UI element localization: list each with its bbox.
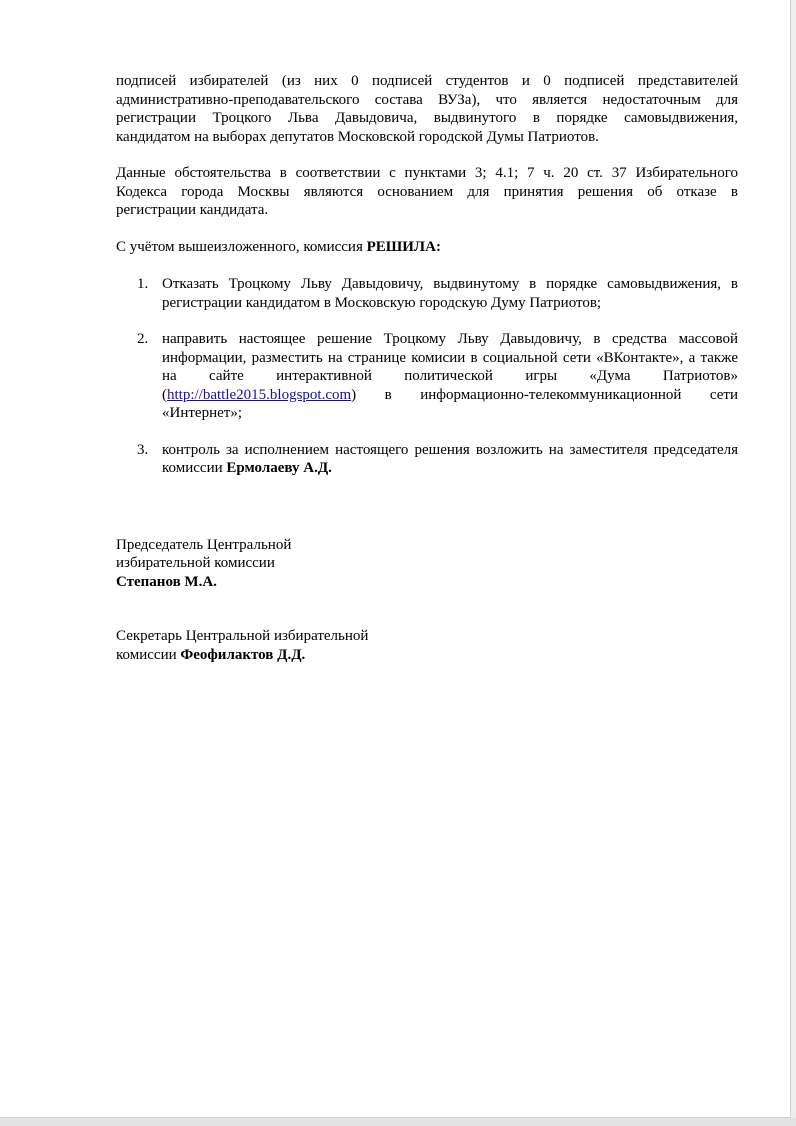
chairman-signature xyxy=(116,536,738,592)
paragraph-signatures-line-4: кандидатом на выборах депутатов Московской городской Думы Патриотов. xyxy=(116,128,599,145)
paragraph-grounds-line-1: Данные обстоятельства в соответствии с пунктами 3; 4.1; 7 ч. 20 ст. 37 Избирательного xyxy=(116,165,738,181)
list-item xyxy=(116,441,738,478)
paragraph-grounds-line-2: Кодекса города Москвы являются основанием для принятия решения об отказе в xyxy=(116,183,738,200)
list-item-number: 3. xyxy=(137,441,149,458)
page-edge-bottom xyxy=(0,1118,796,1126)
decision-lead: С учётом вышеизложенного, комиссия xyxy=(116,238,367,255)
spacer xyxy=(116,146,738,164)
spacer xyxy=(116,220,738,238)
chairman-title-line-2: избирательной комиссии xyxy=(116,555,275,571)
document-body xyxy=(116,72,738,664)
page-edge-right xyxy=(791,0,796,1126)
secretary-signature xyxy=(116,627,738,664)
list-item-number: 1. xyxy=(137,276,149,292)
paragraph-grounds-line-3: регистрации кандидата. xyxy=(116,202,269,218)
secretary-title-line-1: Секретарь Центральной избирательной xyxy=(116,628,369,644)
decision-keyword: РЕШИЛА: xyxy=(366,238,441,255)
list-item-text: Отказать Троцкому Льву Давыдовичу, выдвинутому в порядке самовыдвижения, в регистрации кандидатом в Московскую городскую Думу Патриотов; xyxy=(162,276,738,311)
list-item-text: направить настоящее решение Троцкому Льву Давыдовичу, в средства массовой информации, разместить на странице комисии в социальной сети «ВКонтакте», а также на сайте интерактивной политической игры «Дума Патриотов» ( xyxy=(162,331,738,403)
spacer xyxy=(116,256,738,275)
paragraph-signatures-line-1: подписей избирателей (из них 0 подписей студентов и 0 подписей представителей xyxy=(116,73,738,89)
spacer xyxy=(116,591,738,627)
paragraph-signatures-line-2: административно-преподавательского состава ВУЗа), что является недостаточным для xyxy=(116,91,738,108)
list-item-text: контроль за исполнением настоящего решения возложить на заместителя председателя комиссии xyxy=(162,441,738,476)
decision-heading xyxy=(116,238,738,257)
chairman-title-line-1: Председатель Центральной xyxy=(116,536,292,553)
decision-list xyxy=(116,275,738,478)
website-link[interactable]: http://battle2015.blogspot.com xyxy=(167,386,352,403)
list-item-number: 2. xyxy=(137,331,149,347)
list-item-text-after: ) в информационно-телекоммуникационной сети «Интернет»; xyxy=(162,386,738,421)
chairman-name: Степанов М.А. xyxy=(116,573,217,590)
list-item xyxy=(116,275,738,312)
secretary-name: Феофилактов Д.Д. xyxy=(180,646,306,663)
paragraph-signatures-line-3: регистрации Троцкого Льва Давыдовича, выдвинутого в порядке самовыдвижения, xyxy=(116,110,738,126)
secretary-title-line-2: комиссии xyxy=(116,646,181,663)
deputy-name: Ермолаеву А.Д. xyxy=(226,460,332,476)
spacer xyxy=(116,478,738,536)
list-item xyxy=(116,330,738,423)
